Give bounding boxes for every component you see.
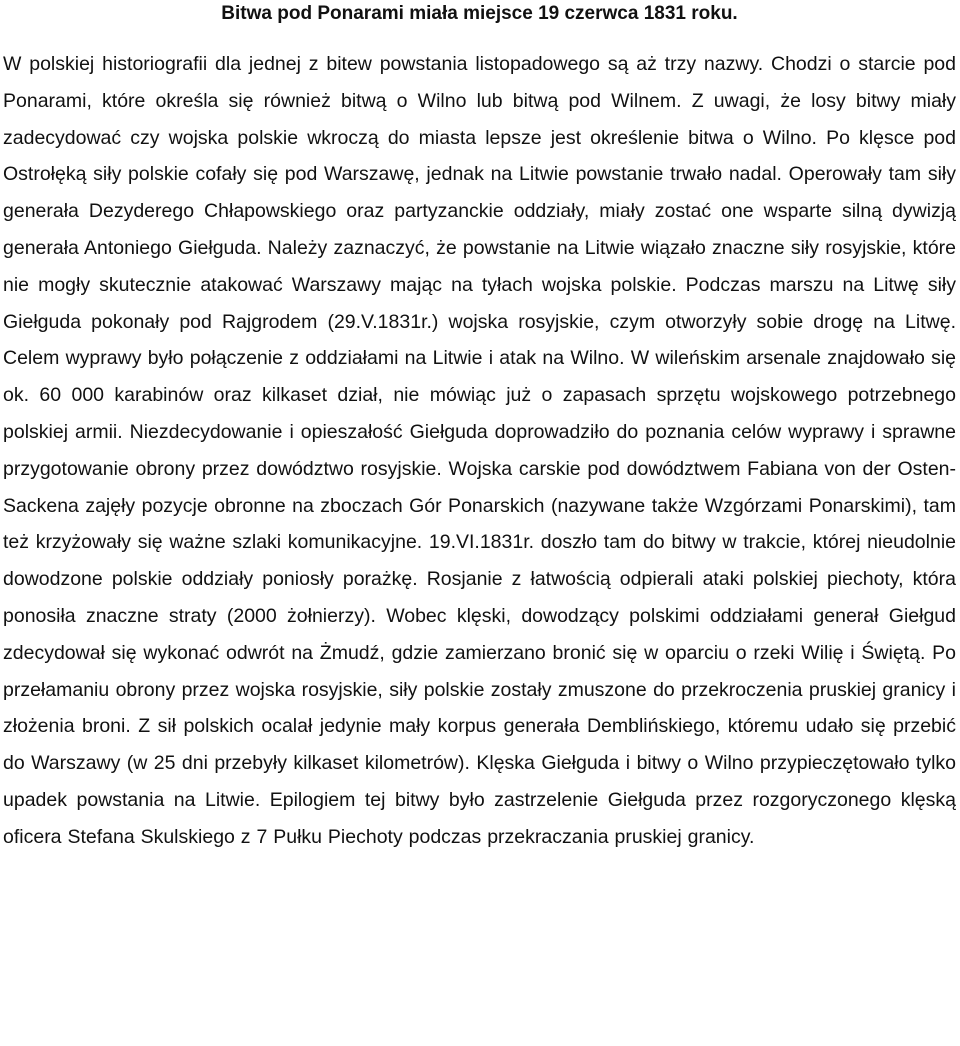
document-page <box>3 0 956 856</box>
document-title: Bitwa pod Ponarami miała miejsce 19 czerwca 1831 roku. <box>221 3 738 24</box>
document-body-paragraph: W polskiej historiografii dla jednej z bitew powstania listopadowego są aż trzy nazwy. Chodzi o starcie pod Ponarami, które określa się również bitwą o Wilno lub bitwą pod Wilnem. Z uwagi, że losy bitwy miały zadecydować czy wojska polskie wkroczą do miasta lepsze jest określenie bitwa o Wilno. Po klęsce pod Ostrołęką siły polskie cofały się pod Warszawę, jednak na Litwie powstanie trwało nadal. Operowały tam siły generała Dezyderego Chłapowskiego oraz partyzanckie oddziały, miały zostać one wsparte silną dywizją generała Antoniego Giełguda. Należy zaznaczyć, że powstanie na Litwie wiązało znaczne siły rosyjskie, które nie mogły skutecznie atakować Warszawy mając na tyłach wojska polskie. Podczas marszu na Litwę siły Giełguda pokonały pod Rajgrodem (29.V.1831r.) wojska rosyjskie, czym otworzyły sobie drogę na Litwę. Celem wyprawy było połączenie z oddziałami na Litwie i atak na Wilno. W wileńskim arsenale znajdowało się ok. 60 000 karabinów oraz kilkaset dział, nie mówiąc już o zapasach sprzętu wojskowego potrzebnego polskiej armii. Niezdecydowanie i opieszałość Giełguda doprowadziło do poznania celów wyprawy i sprawne przygotowanie obrony przez dowództwo rosyjskie. Wojska carskie pod dowództwem Fabiana von der Osten-Sackena zajęły pozycje obronne na zboczach Gór Ponarskich (nazywane także Wzgórzami Ponarskimi), tam też krzyżowały się ważne szlaki komunikacyjne. 19.VI.1831r. doszło tam do bitwy w trakcie, której nieudolnie dowodzone polskie oddziały poniosły porażkę. Rosjanie z łatwością odpierali ataki polskiej piechoty, która ponosiła znaczne straty (2000 żołnierzy). Wobec klęski, dowodzący polskimi oddziałami generał Giełgud zdecydował się wykonać odwrót na Żmudź, gdzie zamierzano bronić się w oparciu o rzeki Wilię i Świętą. Po przełamaniu obrony przez wojska rosyjskie, siły polskie zostały zmuszone do przekroczenia pruskiej granicy i złożenia broni. Z sił polskich ocalał jedynie mały korpus generała Demblińskiego, któremu udało się przebić do Warszawy (w 25 dni przebyły kilkaset kilometrów). Klęska Giełguda i bitwy o Wilno przypieczętowało tylko upadek powstania na Litwie. Epilogiem tej bitwy było zastrzelenie Giełguda przez rozgoryczonego klęską oficera Stefana Skulskiego z 7 Pułku Piechoty podczas przekraczania pruskiej granicy. <box>3 53 956 848</box>
